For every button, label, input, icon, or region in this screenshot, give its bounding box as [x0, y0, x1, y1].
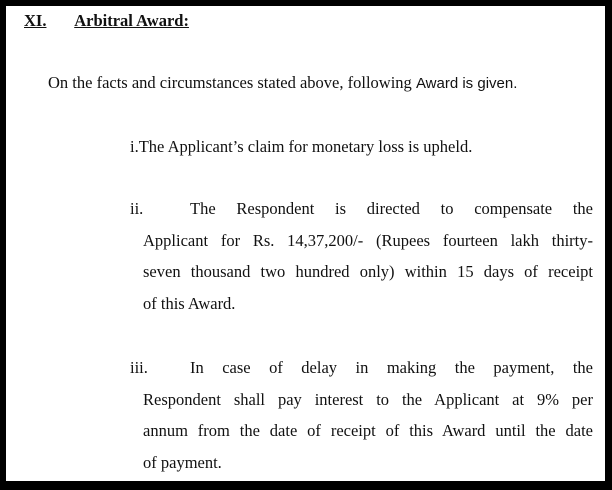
- item-line: Applicant for Rs. 14,37,200/- (Rupees fourteen lakh thirty-: [143, 230, 593, 250]
- item-line: of this Award.: [143, 293, 236, 313]
- document-page: [6, 6, 605, 481]
- intro-paragraph: [48, 73, 517, 93]
- section-number: XI.: [24, 11, 47, 30]
- item-marker: ii.: [130, 199, 144, 218]
- item-line: [130, 193, 593, 225]
- award-item-i: [130, 137, 472, 157]
- item-marker: iii.: [130, 358, 148, 377]
- item-text: The Respondent is directed to compensate the: [190, 199, 593, 218]
- intro-text: On the facts and circumstances stated above, following: [48, 73, 416, 92]
- item-text: In case of delay in making the payment, the: [190, 358, 593, 377]
- section-heading: [24, 11, 189, 31]
- item-line: [130, 352, 593, 384]
- item-line: Respondent shall pay interest to the Applicant at 9% per: [143, 389, 593, 409]
- item-text: The Applicant’s claim for monetary loss is upheld.: [138, 137, 473, 156]
- award-item-ii: [130, 193, 593, 319]
- intro-text-sans: Award is given.: [415, 75, 518, 92]
- item-line: annum from the date of receipt of this Award until the date: [143, 421, 593, 440]
- section-title: Arbitral Award:: [74, 11, 189, 30]
- item-marker: i.: [130, 137, 139, 156]
- item-line: seven thousand two hundred only) within 15 days of receipt: [143, 262, 593, 281]
- item-line: of payment.: [143, 452, 222, 472]
- award-item-iii: [130, 352, 593, 478]
